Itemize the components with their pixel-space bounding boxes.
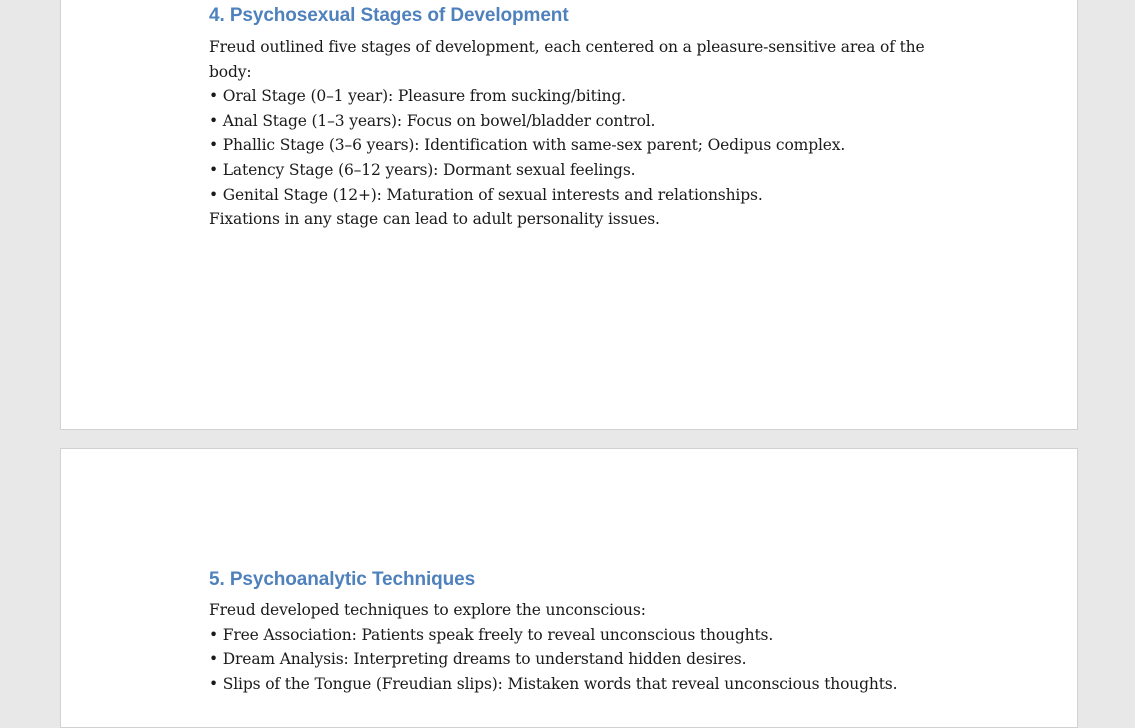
bullet-item-phallic-stage: • Phallic Stage (3–6 years): Identification with same-sex parent; Oedipus complex. — [209, 136, 846, 155]
bullet-item-free-association: • Free Association: Patients speak freely to reveal unconscious thoughts. — [209, 625, 774, 644]
bullet-item-anal-stage: • Anal Stage (1–3 years): Focus on bowel/bladder control. — [209, 111, 656, 130]
intro-paragraph: Freud outlined five stages of development, each centered on a pleasure-sensitive area of the body: — [209, 38, 925, 81]
bullet-item-dream-analysis: • Dream Analysis: Interpreting dreams to understand hidden desires. — [209, 650, 747, 669]
bullet-item-latency-stage: • Latency Stage (6–12 years): Dormant sexual feelings. — [209, 160, 636, 179]
document-page-1 — [60, 0, 1078, 430]
section-heading-psychoanalytic-techniques: 5. Psychoanalytic Techniques — [209, 569, 476, 590]
bullet-item-slips-of-tongue: • Slips of the Tongue (Freudian slips): Mistaken words that reveal unconscious thoughts. — [209, 674, 898, 693]
section-body — [209, 35, 939, 232]
document-page-2 — [60, 448, 1078, 728]
closing-paragraph: Fixations in any stage can lead to adult personality issues. — [209, 210, 660, 229]
bullet-item-genital-stage: • Genital Stage (12+): Maturation of sexual interests and relationships. — [209, 185, 763, 204]
intro-paragraph: Freud developed techniques to explore the unconscious: — [209, 601, 646, 619]
bullet-item-oral-stage: • Oral Stage (0–1 year): Pleasure from sucking/biting. — [209, 87, 626, 106]
section-body — [209, 598, 939, 696]
section-heading-psychosexual-stages: 4. Psychosexual Stages of Development — [209, 5, 569, 26]
